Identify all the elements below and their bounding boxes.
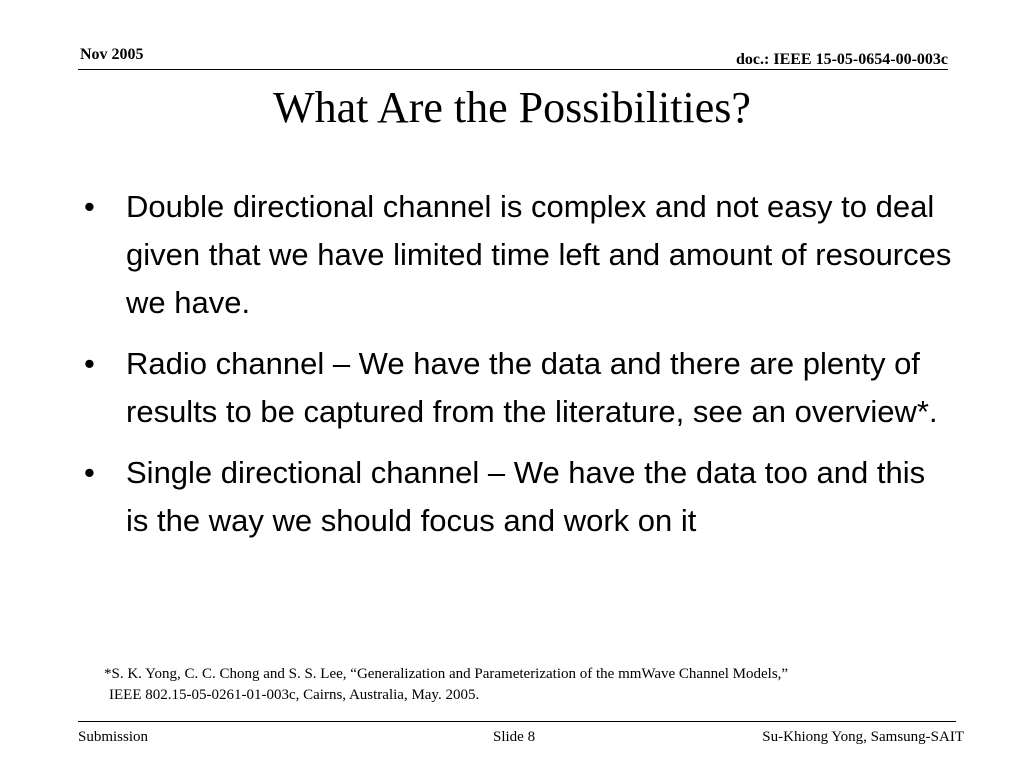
bullet-icon: •	[84, 346, 95, 381]
slide-title: What Are the Possibilities?	[273, 83, 751, 132]
footer-divider	[78, 721, 956, 722]
bullet-text: Radio channel – We have the data and there are plenty of results to be captured from the literature, see an overview*.	[126, 346, 938, 429]
bullet-icon: •	[84, 189, 95, 224]
bullet-text: Single directional channel – We have the data too and this is the way we should focus and work on it	[126, 455, 926, 538]
footnote-line: *S. K. Yong, C. C. Chong and S. S. Lee, “Generalization and Parameterization of the mmWave Channel Models,”	[104, 666, 789, 682]
bullet-item	[84, 449, 954, 545]
header-divider	[78, 69, 948, 70]
header-doc-id: doc.: IEEE 15-05-0654-00-003c	[736, 51, 948, 68]
footer-slide-number: Slide 8	[493, 729, 536, 745]
bullet-list	[84, 183, 954, 558]
bullet-item	[84, 183, 954, 327]
footnote-line: IEEE 802.15-05-0261-01-003c, Cairns, Australia, May. 2005.	[109, 687, 480, 703]
footer-author: Su-Khiong Yong, Samsung-SAIT	[762, 729, 964, 745]
bullet-item	[84, 340, 954, 436]
bullet-text: Double directional channel is complex and not easy to deal given that we have limited time left and amount of resources we have.	[126, 189, 952, 320]
footer-submission: Submission	[78, 729, 149, 745]
footnote	[104, 664, 788, 706]
bullet-icon: •	[84, 455, 95, 490]
header-date: Nov 2005	[80, 46, 144, 63]
